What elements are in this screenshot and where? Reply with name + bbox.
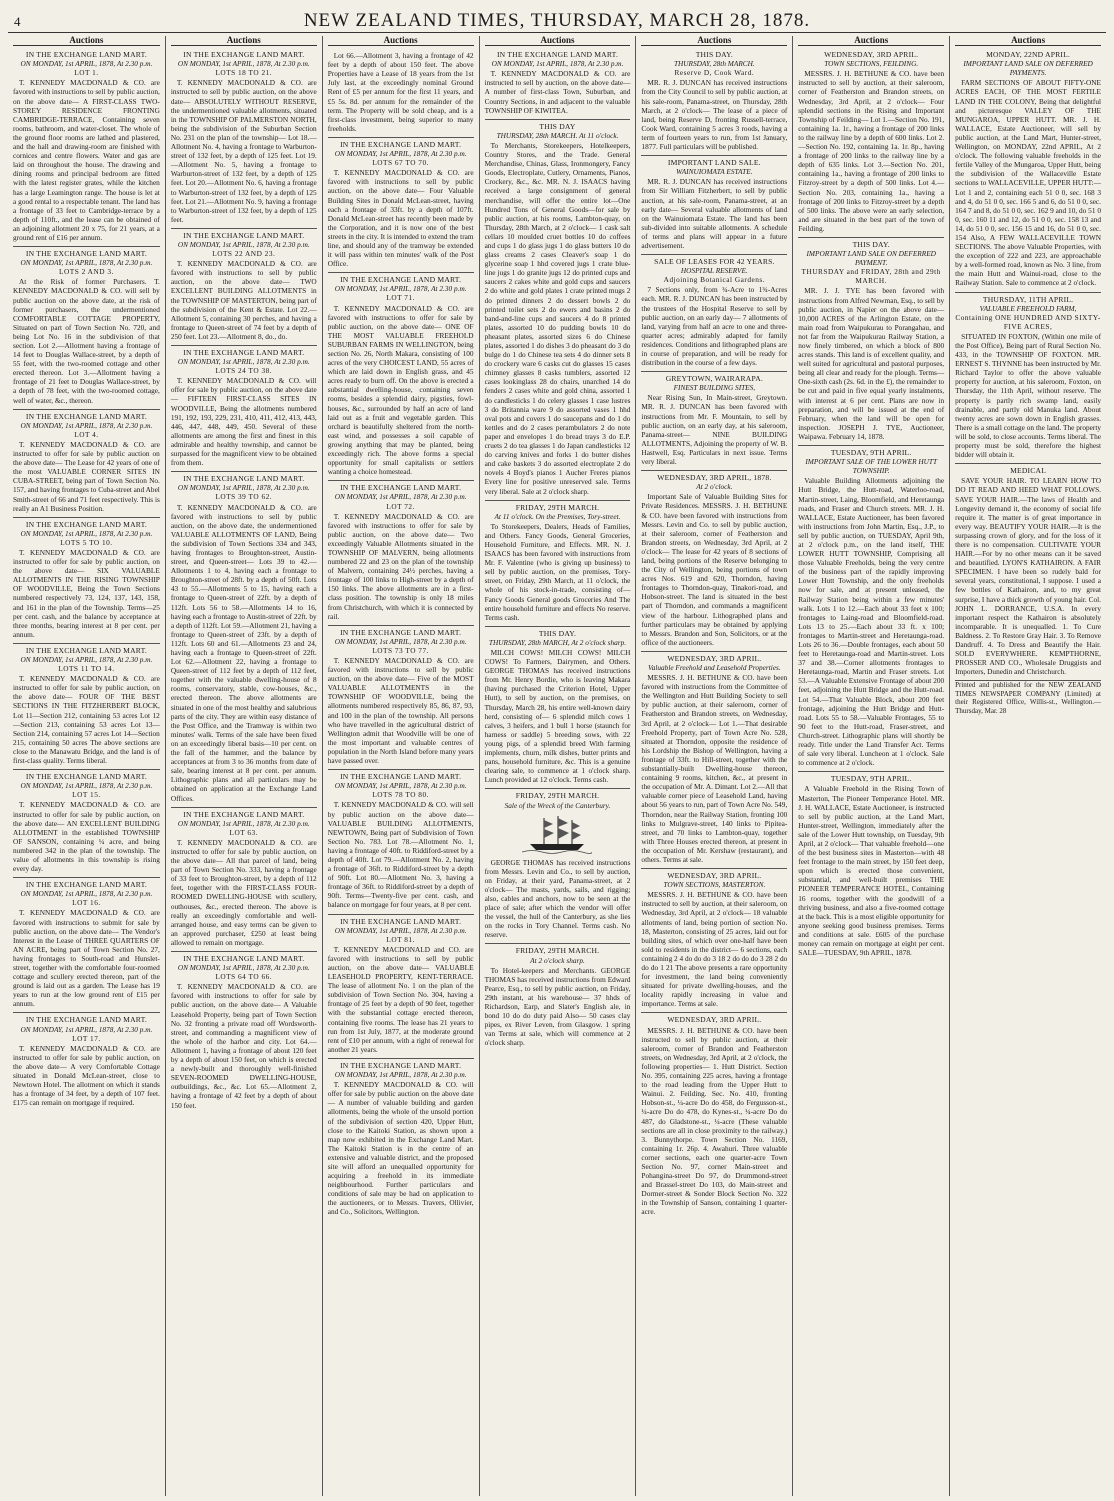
ad-head: WEDNESDAY, 3RD APRIL. bbox=[824, 50, 919, 60]
ad-head: IN THE EXCHANGE LAND MART. bbox=[340, 275, 462, 285]
ad-sub: ON MONDAY, 1st APRIL, 1878, At 2.30 p.m. bbox=[177, 59, 310, 69]
ad-text: MR. R. J. DUNCAN has received instructions from Sir William Fitzherbert, to sell by public auction, at his sale-room, Panama-street, at an early date— Several valuable allotments of land on the Wainuiomata Estate. The land has been sub-divided into suitable allotments. A schedule of terms and plans will appear in a future advertisement. bbox=[641, 177, 788, 250]
advertisement bbox=[328, 138, 474, 273]
ad-text: MESSRS. J. H. BETHUNE & CO. have been instructed to sell by public auction, at their saleroom, corner of Brandon and Featherston streets, on Wednesday, 3rd April, at 2 o'clock, the following properties— 1. Hutt District. Section No. 395, containing 225 acres, having a frontage to the road leading from the Upper Hutt to Wainui. 2. Feilding. Sec. No. 410, fronting Hobson-st., ¼-acre Do do 458, do Fergusson-st., ¼-acre Do do 478, do Kynes-st., ¼-acre Do do 487, do Gladstone-st., ¼-acre (These valuable sections are all in close proximity to the railway.) 3. Bunnythorpe. Town Section No. 1169, containing 1r. 26p. 4. Awahuri. Three valuable corner sections, each one quarter-acre Town Section No. 97, corner Main-street and Pohangina-street Do 97, do Drummond-street and Brassel-street Do 103, do Main-street and Dormer-street & Sonder Block Section No. 322 in the Township of Sanson, containing 1 quarter-acre. bbox=[641, 1025, 788, 1217]
column-6 bbox=[792, 36, 949, 1496]
ad-body bbox=[171, 982, 317, 1109]
ad-body bbox=[641, 890, 787, 1008]
ad-body bbox=[13, 78, 160, 242]
ad-body bbox=[171, 503, 317, 803]
ad-lot: LOT 15. bbox=[72, 790, 101, 800]
ad-text: T. KENNEDY MACDONALD & CO. are instructed to offer for sale by public auction, on the above date— A very Comfortable Cottage situated in Donald McLean-street, close to Newtown Hotel. The allotment on which it stands has a frontage of 34 feet, by a depth of 107 feet. £175 can remain on mortgage if required. bbox=[13, 1043, 160, 1108]
advertisement bbox=[13, 770, 160, 878]
advertisement bbox=[13, 1013, 160, 1111]
masthead: NEW ZEALAND TIMES, THURSDAY, MARCH 28, 1878. bbox=[303, 10, 811, 31]
ad-text: T. KENNEDY MACDONALD & CO. are instructed to offer for sale by public auction, on the above date— All that parcel of land, being part of Town Section No. 333, having a frontage of 33 feet to Broughton-street, by a depth of 112 feet, together with the FIRST-CLASS FOUR-ROOMED DWELLING-HOUSE with scullery, outhouses, &c., erected thereon. The above is really an exceedingly comfortable and well-arranged house, and easy terms can be given to an approved purchaser, £250 at least being allowed to remain on mortgage. bbox=[170, 837, 317, 947]
ad-head: IN THE EXCHANGE LAND MART. bbox=[183, 348, 305, 357]
ad-sub: ON MONDAY, 1st APRIL, 1878, At 2.30 p.m. bbox=[20, 528, 153, 538]
ad-body bbox=[798, 784, 944, 957]
ad-head: IN THE EXCHANGE LAND MART. bbox=[25, 50, 147, 60]
ad-head: THIS DAY. bbox=[852, 239, 890, 249]
ad-body bbox=[485, 69, 631, 114]
ad-body bbox=[171, 838, 317, 947]
advertisement bbox=[13, 410, 160, 518]
ad-head: IN THE EXCHANGE LAND MART. bbox=[25, 249, 147, 259]
advertisement bbox=[641, 255, 787, 372]
advertisement bbox=[641, 372, 787, 471]
ad-sub: ON MONDAY, 1st APRIL, 1878, At 2.30 p.m. bbox=[334, 492, 467, 502]
ad-head: GREYTOWN, WAIRARAPA. bbox=[665, 374, 763, 384]
advertisement bbox=[485, 120, 631, 501]
ad-lot: THURSDAY and FRIDAY, 28th and 29th MARCH. bbox=[801, 267, 941, 286]
ad-text: T. KENNEDY MACDONALD & CO. will offer for sale by public auction on the above date— A number of valuable building and garden allotments, being the whole of the unsold portion of the subdivision of section 420, Upper Hutt, close to the Kaitoki Station, as shown upon a map now exhibited in the Exchange Land Mart. The Kaitoki Station is in the centre of an extensive and valuable district, and the proposed site will afford an unequalled opportunity for acquiring a freehold in its immediate neighbourhood. Further particulars and conditions of sale may be had on application to the auctioneers, or to Messrs. Travers, Ollivier, and Co., Solicitors, Wellington. bbox=[327, 1080, 474, 1217]
ad-text: T. KENNEDY MACDONALD & CO. will sell by public auction on the above date— VALUABLE BUILDING ALLOTMENTS, NEWTOWN, Being part of Subdivision of Town Section No. 783. Lot 78.—Allotment No. 1, having a frontage of 40ft. to Riddiford-street by a depth of 40ft. Lot 79.—Allotment No. 2, having a frontage of 36ft. to Riddiford-street by a depth of 90ft. Lot 80.—Allotment No. 3, having a frontage of 36ft. to Riddiford-street by a depth of 90ft. Terms—Twenty-five per cent. cash, and balance on mortgage for four years, at 8 per cent. bbox=[327, 800, 474, 910]
advertisement bbox=[328, 626, 474, 770]
ad-body bbox=[171, 259, 317, 341]
ad-body bbox=[485, 648, 631, 784]
ad-text: MILCH COWS! MILCH COWS! MILCH COWS! To Farmers, Dairymen, and Others. GEORGE THOMAS has received instructions from Mr. Henry Bordie, who is leaving Makara (having purchased the Criterion Hotel, Upper Hutt), to sell by auction, on the premises, on Thursday, March 28, his entire well-known dairy herd, consisting of— 6 splendid milch cows 1 calves, 3 heifers, and 1 bull 1 horse (staunch for harness or saddle) 5 breeding sows, with 22 young pigs, of a splendid breed With farming implements, churn, milk dishes, butter prints and pans, household furniture, &c. This is a genuine clearing sale, to commence at 1 o'clock sharp. Lunch provided at 12 o'clock. Terms cash. bbox=[484, 648, 631, 785]
ad-head: IN THE EXCHANGE LAND MART. bbox=[496, 50, 619, 60]
advertisement bbox=[171, 952, 317, 1114]
ad-head: MONDAY, 22ND APRIL. bbox=[986, 50, 1071, 60]
ad-head: IN THE EXCHANGE LAND MART. bbox=[183, 230, 305, 240]
ad-body bbox=[641, 285, 787, 367]
ad-text: T. KENNEDY MACDONALD & CO. are favored with instructions to sell by public auction, on the above date— A FIRST-CLASS TWO-STOREY RESIDENCE FRONTING CAMBRIDGE-TERRACE, Containing seven rooms, bathroom, and water-closet. The whole of the ground floor rooms are lathed and plastered, and the hall and drawing-room are finished with cornices and centre flowers. Water and gas are laid on throughout the house. The drawing and dining rooms and principal bedroom are fitted with the latest register grates, while the kitchen has a large Leamington range. The house is let at a good rental to a respectable tenant. The land has a frontage of 33 feet to Cambridge-terrace by a depth of 110ft., and the lease can be obtained of an adjoining allotment 20 x 75, for 21 years, at a ground rent of £16 per annum. bbox=[13, 78, 160, 242]
ad-lot: LOT 17. bbox=[72, 1033, 101, 1043]
ad-text: T. KENNEDY MACDONALD & CO. are favored with instructions to sell by public auction, on the above date— Four Valuable Building Sites in Donald McLean-street, having each a frontage of 33ft. by a depth of 107ft. Donald McLean-street has recently been made by the Corporation, and it is now one of the best streets in the city. It is intended to extend the tram line, and should any of the tramway be extended it will pass within ten minutes' walk of the Post Office. bbox=[327, 168, 474, 269]
ad-sub: THURSDAY, 28th MARCH. bbox=[673, 59, 755, 69]
ad-lot: LOTS 78 TO 80. bbox=[372, 790, 429, 800]
ad-body bbox=[328, 800, 474, 909]
ad-head: IMPORTANT LAND SALE. bbox=[667, 158, 761, 168]
ad-body bbox=[798, 69, 944, 233]
advertisement bbox=[485, 501, 631, 627]
ad-sub: TOWN SECTIONS, FEILDING. bbox=[824, 59, 919, 69]
advertisement bbox=[641, 1013, 787, 1220]
advertisement bbox=[171, 229, 317, 346]
advertisement bbox=[955, 48, 1101, 292]
advertisement bbox=[641, 471, 787, 652]
ad-sub: ON MONDAY, 1st APRIL, 1878, At 2.30 p.m. bbox=[20, 59, 153, 69]
ad-text: T. KENNEDY MACDONALD & CO. are favored with instructions to sell by public auction, on the above date— TWO EXCELLENT BUILDING ALLOTMENTS in the TOWNSHIP OF MASTERTON, being part of the subdivision of the Kent & Estate. Lot 22.—Allotment 5, containing 30 perches, and having a frontage to Queen-street of 74 feet by a depth of 250 feet. Lot 23.—Allotment 8, do., do. bbox=[170, 259, 317, 341]
ad-head: FRIDAY, 29TH MARCH. bbox=[515, 791, 600, 801]
ad-sub: ON MONDAY, 1st APRIL, 1878, At 2.30 p.m. bbox=[334, 925, 467, 935]
ad-body bbox=[328, 945, 474, 1054]
ad-lot: LOT 81. bbox=[386, 934, 415, 944]
advertisement bbox=[328, 273, 474, 481]
ad-lot: LOTS 73 TO 77. bbox=[372, 645, 429, 655]
ad-lot: LOTS 5 TO 10. bbox=[60, 537, 113, 547]
ad-sub: ON MONDAY, 1st APRIL, 1878, At 2.30 p.m. bbox=[334, 781, 467, 791]
ad-text: A Valuable Freehold in the Rising Town of Masterton, The Pioneer Temperance Hotel. MR. J. H. WALLACE, Estate Auctioneer, is instructed to sell by public auction, at the Land Mart, Hunter-street, Wellington, immediately after the sale of the Lower Hutt township, on Tuesday, 9th April, at 2 o'clock— That valuable freehold—one of the best business sites in Masterton—with 48 feet frontage to the main street, by 150 feet deep, upon which is erected those convenient, substantial, and well-built premises THE PIONEER TEMPERANCE HOTEL, Containing 16 rooms, together with the goodwill of a thriving business, and also a five-roomed cottage at the back. This is a most eligible opportunity for anyone seeking good business premises. Terms and conditions at sale. £605 of the purchase money can remain on mortgage at eight per cent. SALE—TUESDAY, 9th APRIL, 1878. bbox=[798, 784, 945, 958]
ad-head: IN THE EXCHANGE LAND MART. bbox=[25, 645, 147, 655]
ad-head: IN THE EXCHANGE LAND MART. bbox=[340, 139, 462, 149]
ad-head: WEDNESDAY, 3RD APRIL. bbox=[667, 1015, 762, 1025]
ad-text: MR. R. J. DUNCAN has received instructions from the City Council to sell by public auction, at his sale-room, Panama-street, on Thursday, 28th March, at 2 o'clock— The lease of a piece of land, being Reserve D, fronting Russell-terrace, Cook Ward, containing 5 acres 3 roods, having a term of fourteen years to run, from 1st January, 1877. Full particulars will be published. bbox=[641, 78, 788, 152]
ad-text: T. KENNEDY MACDONALD & CO. are instructed to sell by auction, on the above date— A number of first-class Town, Suburban, and Country Sections, in and adjacent to the valuable TOWNSHIP OF KIWITEA. bbox=[484, 69, 631, 115]
ad-text: Lot 66.—Allotment 3, having a frontage of 42 feet by a depth of about 150 feet. The above Properties have a Lease of 18 years from the 1st July last, at the exceedingly nominal Ground Rent of £5 per annum for the first 11 years, and £5 5s. 8d. per annum for the remainder of the term. The Property will be sold cheap, and is a first-class investment, being superior to many freeholds. bbox=[327, 51, 474, 133]
ad-text: To Storekeepers, Dealers, Heads of Families, and Others. Fancy Goods, General Groceries, Household Furniture, and Effects. MR. N. J. ISAACS has been favored with instructions from Mr. F. Valentine (who is giving up business) to sell by public auction, on the premises, Tory-street, on Friday, 29th March, at 11 o'clock, the whole of his stock-in-trade, consisting of— Fancy Goods General goods Groceries And The entire household furniture and effects No reserve. Terms cash. bbox=[484, 521, 631, 622]
ad-head: TUESDAY, 9TH APRIL. bbox=[830, 774, 912, 784]
ad-text: T. KENNEDY MACDONALD & CO. will offer for sale by public auction, on the above date— FIFTEEN FIRST-CLASS SITES IN WOODVILLE, Being the allotments numbered 191, 192, 193, 229, 231, 410, 411, 412, 413, 443, 446, 447, 448, 449, 450. Several of these allotments are among the first and finest in this admirable and healthy township, and cannot be surpassed for the magnificent view to be obtained from them. bbox=[170, 376, 317, 468]
newspaper-columns bbox=[8, 36, 1106, 1496]
ad-body bbox=[641, 177, 787, 250]
ad-body bbox=[328, 656, 474, 765]
advertisement bbox=[13, 48, 160, 247]
advertisement bbox=[13, 247, 160, 410]
column-5 bbox=[635, 36, 792, 1496]
advertisement bbox=[13, 878, 160, 1013]
advertisement bbox=[328, 48, 474, 138]
ad-lot: LOTS 22 AND 23. bbox=[212, 249, 276, 259]
ad-sub: ON MONDAY, 1st APRIL, 1878, At 2.30 p.m. bbox=[20, 1024, 153, 1034]
ad-body bbox=[485, 858, 631, 940]
ad-head: IN THE EXCHANGE LAND MART. bbox=[340, 772, 462, 782]
advertisement bbox=[328, 770, 474, 914]
ad-text: T. KENNEDY MACDONALD & CO. are favored with instructions to offer for sale by public auction, on the above date— ONE OF THE MOST VALUABLE FREEHOLD SUBURBAN FARMS IN WELLINGTON, being section No. 26, North Makara, consisting of 100 acres of the very CHOICEST LAND, 55 acres of which are laid down in English grass, and 45 acres ready to burn off. On the above is erected a substantial dwelling-house, containing seven rooms, besides a splendid dairy, pigsties, fowl-houses, &c., surrounded by half an acre of land laid out as a fruit and vegetable garden. This orchard is beautifully sheltered from the north-east wind, and possesses a soil capable of growing anything that may be planted, being exceedingly rich. The above forms a special opportunity for small capitalists or settlers wanting a choice homestead. bbox=[327, 303, 474, 477]
ad-text: T. KENNEDY MACDONALD & CO. are favored with instructions to offer for sale by public auction, on the above date— Two exceedingly Valuable Allotments situated in the TOWNSHIP OF MALVERN, being allotments numbered 22 and 23 on the plan of the township of Malvern, containing 24½ perches, having a frontage of 100 links to High-street by a depth of 150 links. The above allotments are in a first-class position. The township is only 18 miles from Christchurch, with which it is connected by rail. bbox=[327, 511, 474, 621]
ad-body bbox=[328, 512, 474, 621]
imprint-footer: Printed and published for the NEW ZEALAND TIMES NEWSPAPER COMPANY (Limited) at their Registered Office, Willis-st., Wellington.—Thursday, Mar. 28 bbox=[955, 681, 1101, 715]
ad-text: T. KENNEDY MACDONALD & CO. are favored with instructions to offer for sale by public auction, on the above date— A Valuable Leasehold Property, being part of Town Section No. 32 fronting a private road off Wordsworth-street, and commanding a magnificent view of the whole of the harbor and city. Lot 64.—Allotment 1, having a frontage of about 120 feet by a depth of about 150 feet, on which is erected a newly-built and thoroughly well-finished SEVEN-ROOMED DWELLING-HOUSE, outbuildings, &c., &c. Lot 65.—Allotment 2, having a frontage of 42 feet by a depth of about 150 feet. bbox=[170, 982, 317, 1110]
advertisement bbox=[485, 627, 631, 790]
ad-head: THURSDAY, 11TH APRIL. bbox=[982, 294, 1074, 304]
ad-text: To Hotel-keepers and Merchants. GEORGE THOMAS has received instructions from Edward Pearce, Esq., to sell by public auction, on Friday, 29th instant, at his warehouse— 37 hhds of Richardson, Earp, and Slater's English ale, in bond 10 do do duty paid Also— 50 cases clay pipes, ex River Leven, from Glasgow. 1 spring van Terms at sale, which will commence at 2 o'clock sharp. bbox=[484, 965, 631, 1048]
ad-lot: LOT 16. bbox=[72, 898, 101, 908]
advertisement bbox=[798, 446, 944, 772]
ad-lot: LOTS 2 AND 3. bbox=[59, 267, 114, 277]
ad-body bbox=[641, 673, 787, 864]
advertisement bbox=[798, 48, 944, 238]
advertisement bbox=[485, 944, 631, 1051]
ad-head: IN THE EXCHANGE LAND MART. bbox=[25, 772, 147, 782]
ad-head: IN THE EXCHANGE LAND MART. bbox=[183, 50, 305, 60]
ad-body bbox=[641, 78, 787, 151]
ad-head: FRIDAY, 29TH MARCH. bbox=[515, 946, 600, 956]
ad-sub: HOSPITAL RESERVE. bbox=[680, 266, 748, 276]
masthead-rule bbox=[8, 32, 1106, 33]
column-header: Auctions bbox=[641, 36, 787, 46]
ad-text: T. KENNEDY MACDONALD & CO. are favored with instructions to sell by public auction, on the above date, the undermentioned VALUABLE ALLOTMENTS OF LAND, Being the subdivision of Town Sections 334 and 343, having frontages to Broughton-street, Austin-street, and Queen-street— Lots 39 to 42.—Allotments 1 to 4, having each a frontage to Broughton-street of 28ft. by a depth of 50ft. Lots 43 to 55.—Allotments 5 to 15, having each a frontage to Queen-street of 22ft. by a depth of 112ft. Lots 56 to 58.—Allotments 14 to 16, having each a frontage to Austin-street of 22ft. by a depth of 112ft. Lot 59.—Allotment 21, having a frontage to Queen-street of 23ft. by a depth of 112ft. Lots 60 and 61.—Allotments 23 and 24, having each a frontage to Queen-street of 22ft. Lot 62.—Allotment 22, having a frontage to Queen-street of 112 feet by a depth of 112 feet, together with the valuable dwelling-house of 8 rooms, conservatory, stable, cow-houses, &c., erected thereon. The above allotments are situated in one of the most healthy and salubrious parts of the city. They are within easy distance of the Post Office, and the Tramway is within two minutes' walk. Terms of the sale have been fixed on an exceedingly liberal basis—10 per cent. on the fall of the hammer, and the balance by acceptances at from 3 to 36 months from date of sale, bearing interest at 8 per cent. per annum. Lithographic plans and all particulars may be obtained on application at the Exchange Land Offices. bbox=[170, 502, 317, 803]
ad-text: T. KENNEDY MACDONALD & CO. are instructed to sell by public auction, on the above date— ABSOLUTELY WITHOUT RESERVE, the undermentioned valuable allotments, situated in the TOWNSHIP OF PALMERSTON NORTH, being the subdivision of the Suburban Section No. 231 on the plan of the township— Lot 18.—Allotment No. 4, having a frontage to Warburton-street of 132 feet, by a depth of 125 feet. Lot 19.—Allotment No. 5, having a frontage to Warburton-street of 132 feet, by a depth of 125 feet. Lot 20.—Allotment No. 6, having a frontage to Warburton-street of 132 feet, by a depth of 125 feet. Lot 21.—Allotment No. 9, having a frontage to Warburton-street of 132 feet, by a depth of 125 feet. bbox=[170, 78, 317, 224]
ad-lot: LOTS 64 TO 66. bbox=[215, 972, 273, 982]
column-header: Auctions bbox=[13, 36, 160, 46]
advertisement bbox=[328, 915, 474, 1059]
ad-sub: ON MONDAY, 1st APRIL, 1878, At 2.30 p.m. bbox=[20, 781, 153, 791]
ad-body bbox=[955, 476, 1101, 676]
ad-text: MR. J. J. TYE has been favored with instructions from Alfred Newman, Esq., to sell by public auction, in Napier on the above date— 10,000 ACRES of the Arlington Estate, on the main road from Waipukurau to Porangahau, and not far from the Waipukurau Railway Station, a now finely timbered, on which a block of 800 acres stands. This land is of excellent quality, and well suited for agricultural and pastoral purposes, being all clear and ready for the plough. Terms—One-sixth cash (2s. 6d. in the £), the remainder to be cut and paid in five equal yearly instalments, with interest at 6 per cent. Plans are now in preparation, and will be issued at the end of February, when the land will be open for inspection. JOSEPH J. TYE, Auctioneer, Waipawa. February 14, 1878. bbox=[798, 286, 945, 441]
ad-text: SITUATED IN FOXTON, (Within one mile of the Post Office), Being part of Rural Section No. 433, in the TOWNSHIP OF FOXTON. MR. ERNEST S. THYNNE has been instructed by Mr. Richard Taylor to offer the above valuable property for auction, at his saleroom, Foxton, on Thursday, the 11th April, without reserve. The property is partly rich swamp land, easily drainable, and partly old Manuka land. About twenty acres are sown down in English grasses. There is a small cottage on the land. The property will be sold, to close accounts. Terms liberal. The property must be sold, therefore the highest bidder will obtain it. bbox=[955, 331, 1101, 460]
ad-body bbox=[13, 1044, 160, 1108]
ad-sub: ON MONDAY, 1st APRIL, 1878, At 2.30 p.m. bbox=[20, 889, 153, 899]
ad-lot: LOT 72. bbox=[386, 501, 415, 511]
ad-sub: TOWN SECTIONS, MASTERTON. bbox=[663, 880, 766, 890]
ad-body bbox=[641, 492, 787, 647]
ad-lot: LOT 63. bbox=[229, 827, 259, 837]
ad-body bbox=[641, 1026, 787, 1217]
advertisement bbox=[798, 772, 944, 961]
column-header: Auctions bbox=[328, 36, 474, 46]
advertisement bbox=[798, 238, 944, 446]
advertisement bbox=[328, 481, 474, 625]
ad-text: MESSRS. J. H. BETHUNE & CO. have been instructed to sell by auction, at their saleroom, corner of Featherston and Brandon streets, on Wednesday, 3rd April, at 2 o'clock— Four splendid sections in the Rising and Important Township of Feilding— Lot 1.—Section No. 191, containing 1a. 1r., having a frontage of 200 links to the railway line by a depth of 600 links. Lot 2.—Section No. 192, containing 1a. 1r. 8p., having a frontage of 200 links to the railway line by a depth of 635 links. Lot 3.—Section No. 201, containing 1a., having a frontage of 200 links to Fitzroy-street by a depth of 500 links. Lot 4.—Section No. 203, containing 1a., having a frontage of 200 links to Fitzroy-street by a depth of 500 links. The above were an early selection, and are situated in the best part of the town of Feilding. bbox=[798, 69, 945, 233]
column-7 bbox=[949, 36, 1106, 1496]
advertisement bbox=[485, 789, 631, 944]
ad-body bbox=[13, 548, 160, 639]
ad-head: THIS DAY bbox=[539, 121, 576, 131]
ad-text: T. KENNEDY MACDONALD & CO. are favored with instructions to submit for sale by public auction, on the above date— The Vendor's Interest in the Lease of THREE QUARTERS OF AN ACRE, being part of Town Section No. 27, having frontages to South-road and Hunslet-street, together with the comfortable four-roomed cottage and scullery erected thereon, part of the ground is laid out as a garden. The Lease has 19 years to run at the low ground rent of £15 per annum. bbox=[13, 908, 160, 1009]
ad-head: TUESDAY, 9TH APRIL. bbox=[830, 448, 912, 458]
ad-body bbox=[328, 51, 474, 133]
ad-text: Valuable Building Allotments adjoining the Hutt Bridge, the Hutt-road, Waterloo-road, Martin-street, Laing, Bloomfield, and Heretaunga roads, and Fraser and Church streets. MR. J. H. WALLACE, Estate Auctioneer, has been favored with instructions from John Martin, Esq., J.P., to sell by public auction, on TUESDAY, April 9th, at 2 o'clock p.m., on the land itself, THE LOWER HUTT TOWNSHIP, Comprising all those Valuable Freeholds, being the very centre of the business part of the rapidly improving Lower Hutt Township, and the only freeholds now for sale, and at present unleased, the Railway Station being within a few minutes' walk. Lots 1 to 12.—Each about 33 feet x 100; frontages to Laing-road and Bloomfield-road. Lots 13 to 25.—Each about 33 ft. x 100; frontages to Martin-street and Heretaunga-road. Lots 26 to 36.—Double frontages, each about 50 feet to Heretaunga-road and Martin-street. Lots 37 and 38.—Corner allotments frontages to Heretaunga-road, Martin and Fraser streets. Lot 53.—A Valuable Extensive Frontage of about 200 feet, adjoining the Hutt Bridge and the Hutt-road. Lot 54.—That Valuable Block, about 200 feet frontage, adjoining the Hutt Bridge and Hutt-road. Lots 55 to 58.—Valuable Frontages, 55 to 90 feet to the Hutt-road, Fraser-street, and Church-street. Lithographic plans will shortly be ready. Title under the Land Transfer Act. Terms of sale very liberal. Luncheon at 1 o'clock. Sale to commence at 2 o'clock. bbox=[798, 476, 945, 768]
ad-head: THIS DAY. bbox=[695, 50, 733, 60]
advertisement bbox=[641, 869, 787, 1013]
ad-sub: THURSDAY, 28th MARCH. At 11 o'clock. bbox=[496, 130, 619, 140]
ad-lot: LOT 71. bbox=[386, 293, 415, 303]
ad-head: IN THE EXCHANGE LAND MART. bbox=[183, 954, 305, 963]
ad-text: T. KENNEDY MACDONALD and CO. are favored with instructions to sell by public auction, on the above date— VALUABLE LEASEHOLD PROPERTY, KENT-TERRACE. The lease of allotment No. 1 on the plan of the subdivision of Town Section No. 304, having a frontage of 25 feet by a depth of 90 feet, together with the substantial cottage erected thereon, containing five rooms. The lease has 21 years to run from 1st July, 1877, at the moderate ground rent of £10 per annum, with a right of renewal for another 21 years. bbox=[327, 944, 474, 1054]
advertisement bbox=[171, 472, 317, 807]
page-number: 4 bbox=[14, 14, 21, 29]
ad-text: T. KENNEDY MACDONALD & CO. are instructed to offer for sale by public auction, on the above date— SIX VALUABLE ALLOTMENTS IN THE RISING TOWNSHIP OF WOODVILLE, Being the Town Sections numbered respectively 73, 124, 137, 143, 158, and 161 in the plan of the Township. Terms—25 per cent. cash, and the balance by acceptance at three months, bearing interest at 8 per cent. per annum. bbox=[13, 547, 160, 639]
ad-body bbox=[485, 966, 631, 1048]
advertisement bbox=[955, 464, 1101, 681]
ad-body bbox=[13, 277, 160, 404]
ad-lot: LOT 1. bbox=[74, 68, 99, 78]
ad-lot: LOTS 67 TO 70. bbox=[372, 158, 429, 168]
ad-head: IN THE EXCHANGE LAND MART. bbox=[183, 474, 305, 484]
ad-text: T. KENNEDY MACDONALD & CO. are instructed to offer for sale by public auction, on the above date— AN EXCELLENT BUILDING ALLOTMENT in the established TOWNSHIP OF SANSON, containing ¼ acre, and being numbered 342 in the plan of the township. The value of allotments in this township is rising every day. bbox=[13, 800, 160, 874]
ad-sub: ON MONDAY, 1st APRIL, 1878, At 2.30 p.m. bbox=[334, 1070, 467, 1080]
ad-head: WEDNESDAY, 3RD APRIL. bbox=[667, 653, 762, 663]
ad-text: FARM SECTIONS OF ABOUT FIFTY-ONE ACRES EACH, OF THE MOST FERTILE LAND IN THE COLONY, Being that delightful and picturesque VALLEY OF THE MUNGAROA, UPPER HUTT. MR. J. H. WALLACE, Estate Auctioneer, will sell by public auction, at the Land Mart, Hunter-street, Wellington, on MONDAY, 22nd APRIL, At 2 o'clock. The following valuable freeholds in the fertile Valley of the Mungaroa, Upper Hutt, being the subdivision of the Wallaceville Estate sections to WALLACEVILLE, UPPER HUTT:— Lot 1 and 2, containing each 51 0 0, sec. 168 3 and 4, do 51 0 0, sec. 166 5 and 6, do 51 0 0, sec. 164 7 and 8, do 51 0 0, sec. 162 9 and 10, do 51 0 0, sec. 160 11 and 12, do 51 0 0, sec. 158 13 and 14, do 51 0 0, sec. 156 15 and 16, do 51 0 0, sec. 154 Also, A FEW WALLACEVILLE TOWN SECTIONS. The above Valuable Properties, with the exception of 222 and 223, are approachable by a well-formed road, known as No. 3 line, from the main Hutt and Wainui-road, close to the Railway Station. Sale to commence at 2 o'clock. bbox=[955, 78, 1101, 288]
advertisement bbox=[171, 346, 317, 472]
advertisement bbox=[13, 518, 160, 644]
ad-sub: WAINUIOMATA ESTATE. bbox=[676, 167, 753, 177]
column-header: Auctions bbox=[955, 36, 1101, 46]
ad-text: MESSRS. J. H. BETHUNE & CO. have been instructed to sell by auction, at their saleroom, on Wednesday, 3rd April, at 2 o'clock— 18 valuable allotments of land, being portion of section No. 18, Masterton, consisting of 25 acres, laid out for building sites, of which over one-half have been sold to residents in the district— 6 sections, each containing 2 4 do do do 3 18 2 do do do 3 28 2 do do do 1 21 The above presents a rare opportunity for investment, the land being conveniently situated for private dwelling-houses, and the locality rapidly increasing in value and importance. Terms at sale. bbox=[641, 890, 788, 1009]
advertisement bbox=[641, 48, 787, 156]
ad-text: SAVE YOUR HAIR. TO LEARN HOW TO DO IT READ AND HEED WHAT FOLLOWS. SAVE YOUR HAIR.—The laws of Health and Longevity demand it, the economy of social life require it. The matter is of great importance in every way. BEAUTIFY YOUR HAIR.—It is the surpassing crown of glory, and for the loss of it there is no compensation. CULTIVATE YOUR HAIR.—For by no other means can it be saved and beautified. LYON'S KATHAIRON. A FAIR SPECIMEN. I have been so rudely bald for several years, constitutional, I suppose. I used a few bottles of Kathairon, and, to my great surprise, I have a thick growth of young hair. Col. JOHN L. DORRANCE, U.S.A. In every important respect the Kathairon is absolutely incomparable. It is unequalled. 1. To Cure Baldness. 2. To Restore Gray Hair. 3. To Remove Dandruff. 4. To Dress and Beautify the Hair. SOLD EVERYWHERE. KEMPTHORNE, PROSSER AND CO., Wholesale Druggists and Importers, Dunedin and Christchurch. bbox=[955, 476, 1101, 677]
ad-body bbox=[798, 476, 944, 767]
ad-lot: Containing ONE HUNDRED AND SIXTY-FIVE ACRES, bbox=[955, 312, 1101, 331]
ad-body bbox=[13, 908, 160, 1008]
ad-body bbox=[13, 440, 160, 513]
column-4 bbox=[479, 36, 636, 1496]
ad-text: T. KENNEDY MACDONALD & CO. are instructed to offer for sale by public auction on the above date— The Lease for 42 years of one of the most VALUABLE CORNER SITES IN CUBA-STREET, being part of Town Section No. 157, and having frontages to Cuba-street and Abel Smith-street of 66 and 71 feet respectively. This is really an A1 Business Position. bbox=[13, 439, 160, 513]
ad-sub: VALUABLE FREEHOLD FARM, bbox=[979, 303, 1077, 313]
ad-lot: LOTS 11 TO 14. bbox=[58, 664, 115, 674]
ad-head: IN THE EXCHANGE LAND MART. bbox=[25, 519, 147, 529]
ad-sub: ON MONDAY, 1st APRIL, 1878, At 2.30 p.m. bbox=[334, 284, 467, 294]
ad-body bbox=[13, 674, 160, 765]
ad-text: Important Sale of Valuable Building Sites for Private Residences. MESSRS. J. H. BETHUNE & CO. have been favored with instructions from Messrs. Levin and Co. to sell by public auction, at their saleroom, corner of Featherston and Brandon streets, on Wednesday, 3rd April, at 2 o'clock— The lease for 42 years of 8 sections of land, being portions of the Reserve belonging to the City of Wellington, being portions of town acres Nos. 619 and 620, Thorndon, having frontages to Thorndon-quay, Tinakori-road, and Hobson-street. The land is situated in the best part of Thorndon, and commands a magnificent view of the harbour. Lithographed plans and further particulars may be obtained by applying to Messrs. Brandon and Son, Solicitors, or at the office of the auctioneers. bbox=[641, 492, 788, 647]
ad-sub: ON MONDAY, 1st APRIL, 1878, At 2.30 p.m. bbox=[177, 963, 310, 973]
advertisement bbox=[485, 48, 631, 120]
ad-body bbox=[485, 522, 631, 622]
ad-body bbox=[328, 304, 474, 477]
ad-sub: IMPORTANT SALE OF THE LOWER HUTT TOWNSHIP. bbox=[805, 457, 938, 476]
ad-sub: At 2 o'clock. bbox=[696, 482, 733, 492]
ad-body bbox=[641, 393, 787, 466]
ad-text: MESSRS. J. H. BETHUNE & CO. have been favored with instructions from the Committee of the Wellington and Hutt Building Society to sell by public auction, at their saleroom, corner of Featherston and Brandon streets, on Wednesday, 3rd April, at 2 o'clock— Lot 1.—That desirable Freehold Property, part of Town Acre No. 528, situated at Thorndon, opposite the residence of his Lordship the Bishop of Wellington, having a frontage of 33ft. to Hill-street, together with the substantially-built Dwelling-house thereon, containing 9 rooms, kitchen, &c., at present in the occupation of Mr. A. Dimant. Lot 2.—All that valuable corner piece of Leasehold Land, having about 56 years to run, part of Town Acre No. 549, Thorndon, near the Railway Station, fronting 100 links to Mulgrave-street, 140 links to Pipitea-street, and 70 links to Lambton-quay, together with Three Houses erected thereon, at present in the occupation of Mr. Kershaw (restaurant), and others. Terms at sale. bbox=[641, 673, 788, 864]
ad-body bbox=[798, 286, 944, 441]
ad-text: To Merchants, Storekeepers, Hotelkeepers, Country Stores, and the Trade. General Merchandise, Chinas, Glass, Ironmongery, Fancy Goods, Electroplate, Cutlery, Ornaments, Pianos, Crockery, &c., &c. MR. N. J. ISAACS having received a large consignment of general merchandise, will offer the entire lot—One Hundred Tons of General Goods—for sale by public auction, at his rooms, Lambton-quay, on Thursday, 28th March, at 2 o'clock— 1 cask salt cellars 10 moulded cruet bottles 10 do coffees and cups 1 do glass jugs 1 do glass butters 10 do glass creams 2 cases Cleaver's soap 1 do glycerine soap 1 hhd covered jugs 1 crate blue-line jugs 1 do granite jugs 12 do printed cups and saucers 2 cakes white and gold cups and saucers 2 do white and gold plates 1 crate printed mugs 2 do printed dinners 2 do dessert bowls 2 do printed toilet sets 2 do ewers and basins 2 do band-and-line cups and saucers 4 do 8 printed plates, assorted 10 do pudding bowls 10 do pheasant plates, assorted sizes 6 do Chinese plates, assorted 1 do dishes 3 do pheasant do 3 do bulge do 1 do Chinese tea sets 4 do dinner sets 8 do crockery ware 6 casks cut do glasses 15 cases chimney glasses 8 casks tumblers, assorted 12 cases lookinglass 28 do chairs, unarched 14 do fenders 2 cases white and gold china, assorted 1 do candlesticks 1 do celery glasses 1 case lustres 3 do Britannia ware 9 do assorted vases 1 hhd oval pots and covers 1 do saucepans and do 1 do kettles and do 2 cases perambulators 2 do note paper and envelopes 1 do bread trays 3 do E.P. cruets 2 do tea glasses 1 do Japan candlesticks 12 do carving knives and forks 1 do butter dishes and cake baskets 3 do assorted electroplate 2 do novels 4 Boyd's pianos 1 Aucher Freres pianos Every line for positive unreserved sale. Terms very liberal. Sale at 2 o'clock sharp. bbox=[484, 140, 631, 496]
advertisement bbox=[328, 1059, 474, 1221]
column-header: Auctions bbox=[171, 36, 317, 46]
advertisement bbox=[171, 808, 317, 952]
ad-body bbox=[171, 78, 317, 224]
ad-head: WEDNESDAY, 3RD APRIL. bbox=[667, 871, 762, 881]
ad-text: T. KENNEDY MACDONALD & CO. are instructed to offer for sale by public auction, on the above date— FOUR OF THE BEST SECTIONS IN THE FITZHERBERT BLOCK, Lot 11—Section 212, containing 53 acres Lot 12—Section 213, containing 53 acres Lot 13—Section 214, containing 57 acres Lot 14—Section 215, containing 50 acres The above sections are close to the Manawatu Bridge, and the land is of first-class quality. Terms liberal. bbox=[13, 674, 160, 766]
ad-sub: Valuable Freehold and Leasehold Properties. bbox=[648, 663, 781, 672]
ad-sub: ON MONDAY, 1st APRIL, 1878, At 2.30 p.m. bbox=[334, 149, 467, 159]
ad-body bbox=[328, 168, 474, 268]
ad-sub: ON MONDAY, 1st APRIL, 1878, At 2.30 p.m. bbox=[177, 483, 310, 493]
ship-illustration bbox=[522, 814, 592, 854]
column-3 bbox=[322, 36, 479, 1496]
ad-body bbox=[955, 78, 1101, 287]
ad-head: SALE OF LEASES FOR 42 YEARS. bbox=[654, 257, 775, 267]
ad-sub: ON MONDAY, 1st APRIL, 1878, At 2.30 p.m. bbox=[177, 239, 310, 249]
ad-head: MEDICAL bbox=[1010, 466, 1047, 476]
ad-lot: LOTS 24 TO 38. bbox=[215, 366, 273, 376]
ad-head: IN THE EXCHANGE LAND MART. bbox=[340, 1060, 462, 1070]
advertisement bbox=[641, 156, 787, 255]
ad-sub: Sale of the Wreck of the Canterbury. bbox=[504, 800, 611, 810]
column-2 bbox=[165, 36, 322, 1496]
column-header: Auctions bbox=[798, 36, 944, 46]
ad-head: IN THE EXCHANGE LAND MART. bbox=[340, 916, 462, 926]
column-header: Auctions bbox=[485, 36, 631, 46]
column-1 bbox=[8, 36, 165, 1496]
ad-sub: At 2 o'clock sharp. bbox=[530, 955, 585, 965]
ad-head: IN THE EXCHANGE LAND MART. bbox=[183, 809, 305, 819]
ad-head: IN THE EXCHANGE LAND MART. bbox=[25, 411, 147, 421]
ad-lot: LOTS 18 TO 21. bbox=[215, 68, 273, 78]
advertisement bbox=[13, 644, 160, 770]
ad-head: IN THE EXCHANGE LAND MART. bbox=[25, 880, 147, 890]
ad-sub: ON MONDAY, 1st APRIL, 1878, At 2.30 p.m. bbox=[20, 420, 153, 430]
ad-head: THIS DAY. bbox=[538, 628, 577, 638]
ad-lot: Reserve D, Cook Ward. bbox=[674, 68, 755, 78]
ad-body bbox=[485, 141, 631, 496]
ad-sub: ON MONDAY, 1st APRIL, 1878, At 2.30 p.m. bbox=[491, 59, 624, 69]
ad-body bbox=[13, 800, 160, 873]
ad-sub: ON MONDAY, 1st APRIL, 1878, At 2.30 p.m. bbox=[20, 258, 153, 268]
ad-sub: ON MONDAY, 1st APRIL, 1878, At 2.30 p.m. bbox=[177, 818, 310, 828]
ad-sub: At 11 o'clock. On the Premises, Tory-street. bbox=[494, 511, 621, 521]
ad-body bbox=[171, 376, 317, 467]
ad-sub: IMPORTANT LAND SALE ON DEFERRED PAYMENT. bbox=[806, 249, 936, 268]
ad-head: FRIDAY, 29TH MARCH. bbox=[515, 502, 600, 512]
ad-head: IN THE EXCHANGE LAND MART. bbox=[340, 627, 462, 637]
ad-head: WEDNESDAY, 3RD APRIL, 1878. bbox=[657, 473, 772, 483]
ad-sub: ON MONDAY, 1st APRIL, 1878, At 2.30 p.m. bbox=[334, 636, 467, 646]
ad-sub: ON MONDAY, 1st APRIL, 1878, At 2.30 p.m. bbox=[20, 655, 153, 664]
advertisement bbox=[171, 48, 317, 229]
advertisement bbox=[955, 293, 1101, 465]
ad-sub: FINEST BUILDING SITES, bbox=[673, 383, 756, 393]
ad-lot: LOTS 39 TO 62. bbox=[215, 492, 273, 502]
ad-text: At the Risk of former Purchasers. T. KENNEDY MACDONALD & CO. will sell by public auction on the above date, at the risk of former purchasers, the undermentioned COMFORTABLE COTTAGE PROPERTY, Situated on part of Town Section No. 720, and being Lot No. 16 in the subdivision of that section. Lot 2.—Allotment having a frontage of 14 feet to Douglas Wallace-street, by a depth of 55 feet, with the two-roomed cottage and other erected thereon. Lot 3.—Allotment having a frontage of 21 feet to Douglas Wallace-street, by a depth of 78 feet, with the two-roomed cottage, well of water, &c., thereon. bbox=[13, 277, 160, 405]
ad-head: IN THE EXCHANGE LAND MART. bbox=[340, 483, 462, 493]
ad-lot: LOT 4. bbox=[74, 429, 99, 439]
ad-body bbox=[955, 332, 1101, 459]
ad-sub: IMPORTANT LAND SALE ON DEFERRED PAYMENTS. bbox=[963, 59, 1093, 78]
ad-sub: ON MONDAY, 1st APRIL, 1878, At 2.30 p.m. bbox=[177, 357, 310, 367]
ad-text: Near Rising Sun, In Main-street, Greytown. MR. R. J. DUNCAN has been favored with instructions from Mr. F. Mountain, to sell by public auction, on an early day, at his saleroom, Panama-street— NINE BUILDING ALLOTMENTS, Adjoining the property of W. B. Hastwell, Esq. Particulars in next issue. Terms very liberal. bbox=[641, 393, 788, 467]
ad-text: GEORGE THOMAS has received instructions from Messrs. Levin and Co., to sell by auction, on Friday, at their yard, Panama-street, at 2 o'clock— The masts, yards, sails, and rigging; also, cables and anchors, now to be seen at the place of sale; after which the vendor will offer the vessel, the hull of the Canterbury, as she lies on the rocks in Tory Channel. Terms cash. No reserve. bbox=[484, 857, 631, 940]
ad-sub: THURSDAY, 28th MARCH, At 2 o'clock sharp. bbox=[488, 637, 627, 647]
ad-body bbox=[328, 1080, 474, 1216]
ad-text: 7 Sections only, from ¾-Acre to 1¾-Acres each. MR. R. J. DUNCAN has been instructed by the trustees of the Hospital Reserve to sell by public auction, on an early day— 7 allotments of land, varying from half an acre to one and three-quarter acres; admirably adapted for family residences. Conditions and lithographed plans are in course of preparation, and will be ready for distribution in the course of a few days. bbox=[641, 285, 788, 368]
advertisement bbox=[641, 652, 787, 869]
ad-head: IN THE EXCHANGE LAND MART. bbox=[25, 1015, 147, 1025]
ad-text: T. KENNEDY MACDONALD & CO. are favored with instructions to sell by public auction, on the above date— Five of the MOST VALUABLE ALLOTMENTS in the TOWNSHIP OF WOODVILLE, being the allotments numbered respectively 85, 86, 87, 93, and 100 in the plan of the township. All persons who have travelled in the agricultural district of Wellington admit that Woodville will be one of the most important and valuable centres of population in the North Island before many years have passed over. bbox=[327, 656, 474, 766]
ad-lot: Adjoining Botanical Gardens. bbox=[663, 275, 766, 285]
